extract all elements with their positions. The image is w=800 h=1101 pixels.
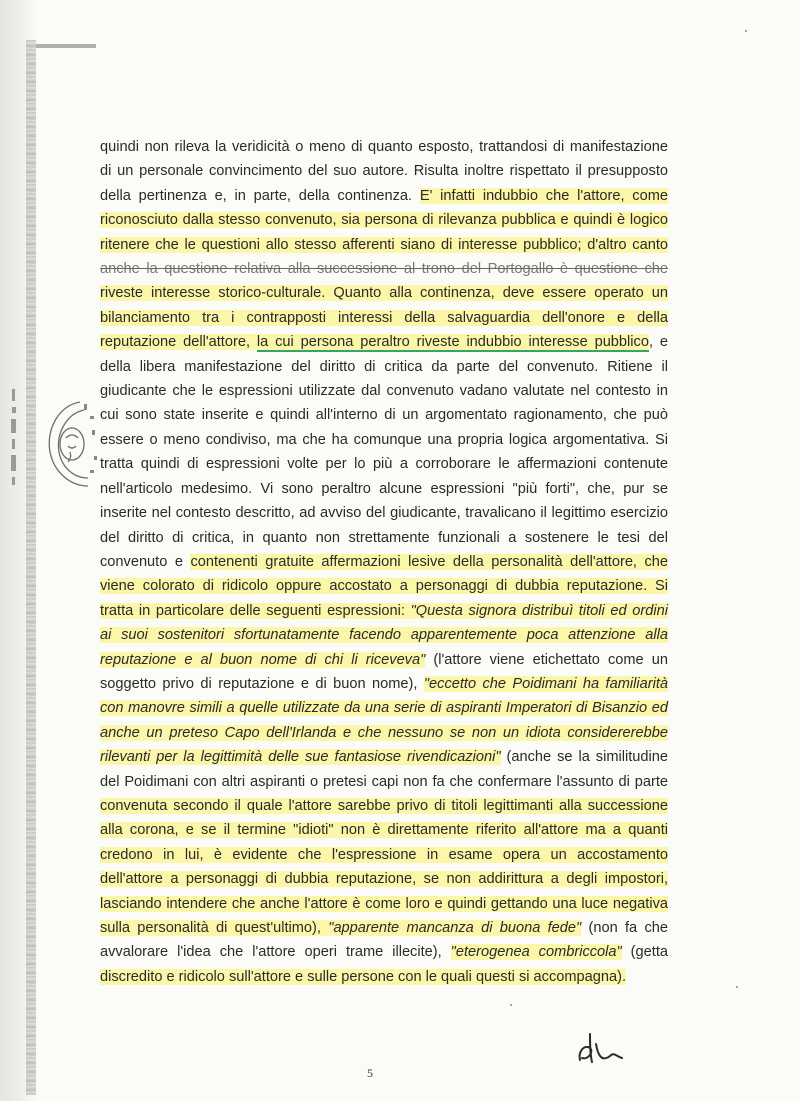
text-line (100, 745, 668, 769)
court-seal-stamp (40, 396, 104, 492)
text-segment: , e (648, 334, 668, 351)
text-line (100, 184, 668, 208)
text-segment: credono in lui, è evidente che l'espressione in esame opera un accostamento (100, 846, 668, 863)
text-line (100, 623, 668, 647)
text-segment: soggetto privo di reputazione e di buon nome), (100, 675, 424, 692)
scan-top-mark (36, 44, 96, 48)
text-line (100, 843, 668, 867)
text-segment: quindi non rileva la veridicità o meno di quanto esposto, trattandosi di manifestazione (100, 139, 668, 155)
text-line (100, 477, 668, 501)
scan-binding-shadow (26, 40, 36, 1095)
text-line (100, 770, 668, 794)
text-line (100, 403, 668, 427)
text-segment: del diritto di critica, in quanto non strettamente funzionali a sostenere le tesi del (100, 529, 668, 546)
text-segment: ai suoi sostenitori sfortunatamente facendo apparentemente poca attenzione alla (100, 627, 668, 644)
text-line (100, 550, 668, 574)
text-segment: con manovre simili a quelle utilizzate da una serie di aspiranti Imperatori di Bisanzio ed (100, 700, 668, 717)
text-segment: E' infatti indubbio che l'attore, come (419, 187, 668, 204)
text-segment: cui sono state inserite e quindi all'interno di un argomentato ragionamento, che può (100, 407, 668, 424)
text-segment: convenuta secondo il quale l'attore sarebbe privo di titoli legittimanti alla successione (100, 797, 668, 814)
text-segment: essere o meno condiviso, ma che ha comunque una propria logica argomentativa. Si (100, 431, 668, 448)
page-number: 5 (367, 1066, 373, 1080)
text-segment: anche un preteso Capo dell'Irlanda e che nessuno se non un idiota considererebbe (100, 724, 668, 741)
text-segment: sulla personalità di quest'ultimo), (100, 920, 329, 936)
handwritten-initials (572, 1030, 632, 1066)
text-line (100, 721, 668, 745)
text-segment: avvalorare l'idea che l'attore operi trame illecite), (100, 944, 451, 961)
text-line (100, 257, 668, 281)
text-segment: (l'attore viene etichettato come un (425, 651, 668, 668)
text-segment: della libera manifestazione del diritto di critica da parte del convenuto. Ritiene il (100, 358, 668, 375)
text-segment: viene colorato di ridicolo oppure accostato a personaggi di dubbia reputazione. Si (100, 578, 668, 595)
text-line (100, 818, 668, 842)
text-line (100, 599, 668, 623)
text-segment: alla corona, e se il termine "idioti" non è direttamente riferito all'attore ma a quanti (100, 822, 668, 839)
text-line (100, 794, 668, 818)
document-body-text (100, 135, 668, 989)
text-line (100, 672, 668, 696)
text-segment: dell'attore a personaggi di dubbia reputazione, se non addirittura a degli impostori, (100, 871, 668, 888)
text-line (100, 330, 668, 354)
text-line (100, 135, 668, 159)
text-line (100, 526, 668, 550)
text-line (100, 574, 668, 598)
text-segment: anche la questione relativa alla successione al trono del Portogallo è questione che (100, 261, 668, 278)
text-segment: inserite nel contesto descritto, ad avviso del giudicante, travalicano il legittimo esercizio (100, 505, 668, 522)
text-segment: contenenti gratuite affermazioni lesive della personalità dell'attore, che (190, 553, 669, 570)
text-segment: (getta (621, 944, 668, 961)
text-segment: di un personale convincimento del suo autore. Risulta inoltre rispettato il presupposto (100, 163, 668, 180)
text-line (100, 940, 668, 964)
vertical-margin-stamp-text (4, 385, 26, 495)
text-segment: rilevanti per la legittimità delle sue fantasiose rivendicazioni" (100, 749, 501, 766)
text-segment: tratta in particolare delle seguenti espressioni: (100, 602, 411, 619)
text-line (100, 916, 668, 940)
text-segment: "eccetto che Poidimani ha familiarità (423, 675, 669, 692)
text-line (100, 452, 668, 476)
text-segment: del Poidimani con altri aspiranti o pretesi capi non fa che confermare l'assunto di parte (100, 773, 668, 790)
text-segment: lasciando intendere che anche l'attore è come loro e quindi gettando una luce negativa (100, 895, 668, 912)
text-segment: convenuto e (100, 553, 191, 570)
text-segment: "apparente mancanza di buona fede" (328, 920, 582, 936)
text-segment: nell'articolo medesimo. Vi sono peraltro alcune espressioni "più forti", che, pur se (100, 480, 668, 497)
text-segment: tratta quindi di espressioni volte per lo più a corroborare le affermazioni contenute (100, 456, 668, 473)
text-line (100, 892, 668, 916)
text-line (100, 233, 668, 257)
text-segment: bilanciamento tra i contrapposti interessi della salvaguardia dell'onore e della (100, 309, 668, 326)
text-line (100, 159, 668, 183)
text-line (100, 208, 668, 232)
text-segment: (non fa che (581, 920, 668, 936)
text-line (100, 355, 668, 379)
text-line (100, 867, 668, 891)
text-line (100, 648, 668, 672)
text-line (100, 306, 668, 330)
text-line (100, 501, 668, 525)
text-segment: (anche se la similitudine (500, 749, 668, 766)
text-segment: "Questa signora distribuì titoli ed ordini (410, 602, 668, 619)
text-segment: "eterogenea combriccola" (450, 944, 622, 961)
text-segment: la cui persona peraltro riveste indubbio interesse pubblico (256, 334, 649, 351)
text-line (100, 428, 668, 452)
text-line (100, 965, 668, 989)
text-line (100, 696, 668, 720)
text-segment: giudicante che le espressioni utilizzate dal convenuto vadano valutate nel contesto in (100, 383, 668, 400)
text-segment: ritenere che le questioni allo stesso afferenti siano di interesse pubblico; d'altro canto (100, 236, 668, 253)
text-line (100, 281, 668, 305)
text-segment: riconosciuto dalla stesso convenuto, sia persona di rilevanza pubblica e quindi è logico (100, 212, 668, 229)
text-segment: riveste interesse storico-culturale. Quanto alla continenza, deve essere operato un (100, 285, 668, 302)
text-line (100, 379, 668, 403)
text-segment: discredito e ridicolo sull'attore e sulle persone con le quali questi si accompagna). (100, 968, 627, 985)
text-segment: reputazione dell'attore, (100, 334, 257, 351)
text-segment: della pertinenza e, in parte, della continenza. (100, 187, 420, 204)
text-segment: reputazione e al buon nome di chi li riceveva" (100, 651, 426, 668)
